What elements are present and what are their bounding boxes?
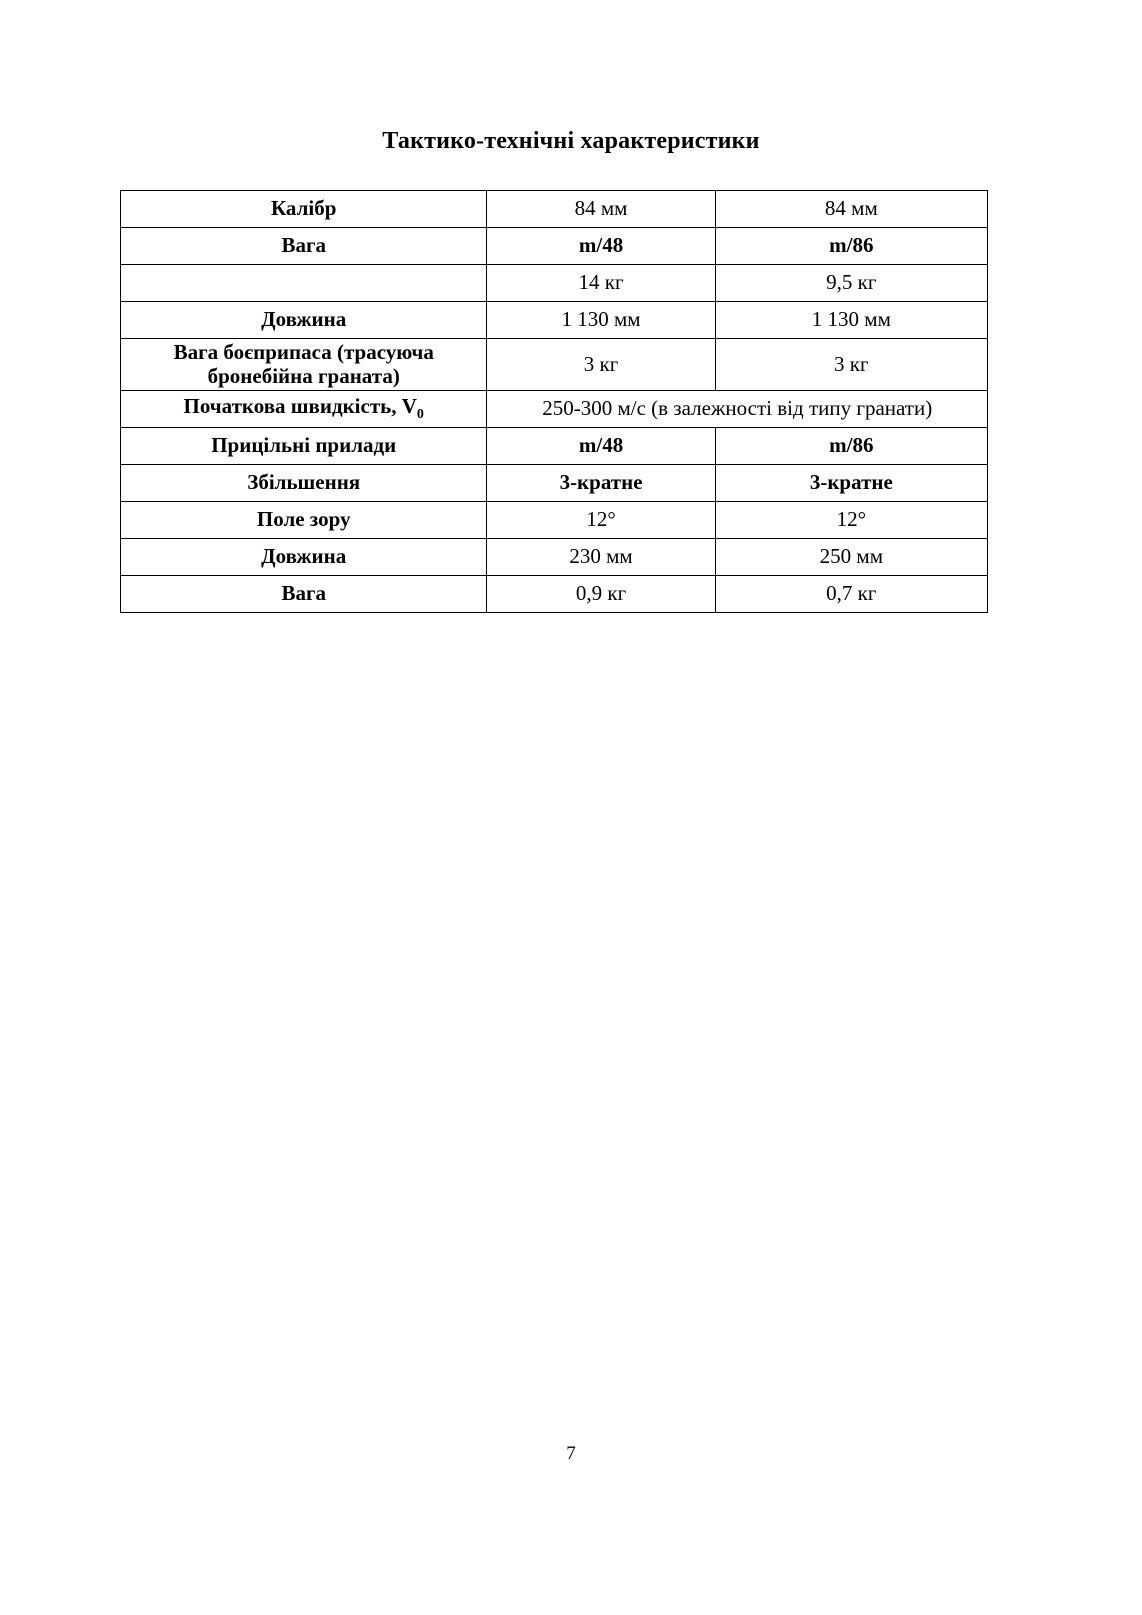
row-label: Вага [121,228,487,265]
table-row [121,339,988,391]
table-row [121,302,988,339]
row-label: Збільшення [121,465,487,502]
row-value-a: 12° [487,502,715,539]
row-value-a: 84 мм [487,191,715,228]
row-label: Калібр [121,191,487,228]
row-value-a: m/48 [487,428,715,465]
row-value-a: 230 мм [487,539,715,576]
row-label: Вага [121,576,487,613]
row-value-b: 3 кг [715,339,987,391]
row-value-b: m/86 [715,228,987,265]
row-value-b: 250 мм [715,539,987,576]
row-value-b: m/86 [715,428,987,465]
row-label: Поле зору [121,502,487,539]
table-row [121,428,988,465]
row-value-b: 3-кратне [715,465,987,502]
table-row [121,502,988,539]
table-row [121,539,988,576]
row-value-b: 9,5 кг [715,265,987,302]
table-row [121,576,988,613]
row-label [121,265,487,302]
row-value-span: 250-300 м/с (в залежності від типу гранати) [487,391,988,428]
row-label: Довжина [121,302,487,339]
table-row [121,191,988,228]
row-value-b: 84 мм [715,191,987,228]
row-value-a: 1 130 мм [487,302,715,339]
row-value-b: 0,7 кг [715,576,987,613]
page-title: Тактико-технічні характеристики [382,128,760,154]
page-number: 7 [566,1443,576,1464]
row-value-a: 14 кг [487,265,715,302]
row-value-a: 3-кратне [487,465,715,502]
row-label: Довжина [121,539,487,576]
row-value-a: m/48 [487,228,715,265]
row-label-subscript: 0 [416,407,424,423]
row-label: Вага боєприпаса (трасуюча бронебійна граната) [121,339,487,391]
row-value-b: 12° [715,502,987,539]
table-row [121,228,988,265]
row-label [121,391,487,428]
row-value-b: 1 130 мм [715,302,987,339]
table-row [121,391,988,428]
row-value-a: 3 кг [487,339,715,391]
row-value-a: 0,9 кг [487,576,715,613]
table-row [121,465,988,502]
row-label-text: Початкова швидкість, V [183,394,417,419]
specifications-table [120,190,988,613]
table-row [121,265,988,302]
row-label: Прицільні прилади [121,428,487,465]
